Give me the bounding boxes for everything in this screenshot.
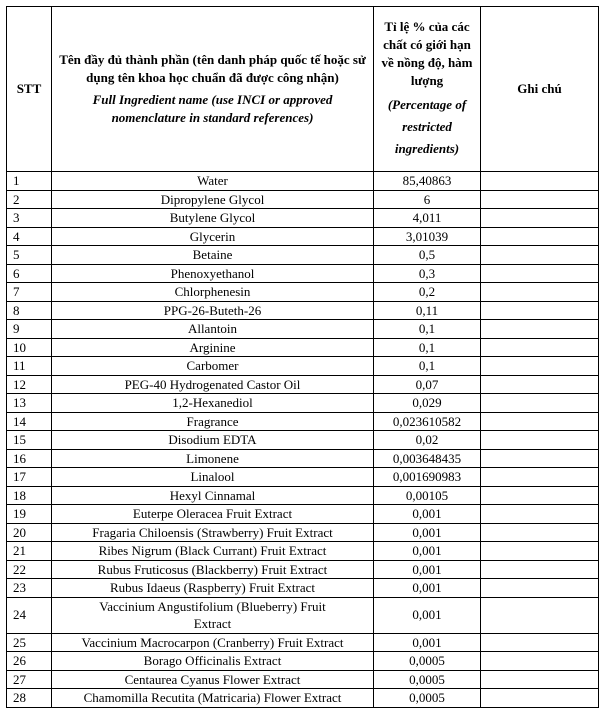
row-percentage: 0,029 [374, 394, 481, 413]
row-ingredient-name: Fragrance [52, 412, 374, 431]
row-stt: 15 [7, 431, 52, 450]
table-row [7, 246, 599, 265]
row-ingredient-name: Arginine [52, 338, 374, 357]
row-percentage: 0,023610582 [374, 412, 481, 431]
row-stt: 12 [7, 375, 52, 394]
table-row [7, 301, 599, 320]
row-note [481, 468, 599, 487]
row-percentage: 0,07 [374, 375, 481, 394]
row-stt: 2 [7, 190, 52, 209]
table-row [7, 394, 599, 413]
row-note [481, 209, 599, 228]
row-percentage: 3,01039 [374, 227, 481, 246]
row-note [481, 560, 599, 579]
row-ingredient-name: Dipropylene Glycol [52, 190, 374, 209]
row-ingredient-name: Ribes Nigrum (Black Currant) Fruit Extract [52, 542, 374, 561]
header-row [7, 7, 599, 172]
row-percentage: 4,011 [374, 209, 481, 228]
row-percentage: 0,001 [374, 560, 481, 579]
row-ingredient-name: Water [52, 172, 374, 191]
header-note: Ghi chú [481, 7, 599, 172]
row-note [481, 449, 599, 468]
table-row [7, 505, 599, 524]
header-name [52, 7, 374, 172]
row-stt: 16 [7, 449, 52, 468]
table-row [7, 542, 599, 561]
table-row [7, 689, 599, 708]
row-note [481, 689, 599, 708]
row-percentage: 0,1 [374, 338, 481, 357]
table-row [7, 357, 599, 376]
row-percentage: 0,001690983 [374, 468, 481, 487]
table-row [7, 283, 599, 302]
table-row [7, 670, 599, 689]
table-row [7, 468, 599, 487]
row-stt: 17 [7, 468, 52, 487]
table-row [7, 227, 599, 246]
row-percentage: 0,1 [374, 357, 481, 376]
row-stt: 10 [7, 338, 52, 357]
row-stt: 23 [7, 579, 52, 598]
row-note [481, 357, 599, 376]
row-percentage: 0,001 [374, 579, 481, 598]
row-note [481, 301, 599, 320]
header-percentage [374, 7, 481, 172]
row-ingredient-name: Hexyl Cinnamal [52, 486, 374, 505]
row-note [481, 246, 599, 265]
row-stt: 24 [7, 597, 52, 633]
table-row [7, 320, 599, 339]
row-ingredient-name: Euterpe Oleracea Fruit Extract [52, 505, 374, 524]
row-note [481, 633, 599, 652]
row-ingredient-name: Rubus Idaeus (Raspberry) Fruit Extract [52, 579, 374, 598]
table-row [7, 431, 599, 450]
table-row [7, 190, 599, 209]
row-ingredient-name: Rubus Fruticosus (Blackberry) Fruit Extract [52, 560, 374, 579]
table-row [7, 209, 599, 228]
row-note [481, 486, 599, 505]
row-percentage: 0,0005 [374, 670, 481, 689]
row-percentage: 0,0005 [374, 652, 481, 671]
row-percentage: 0,02 [374, 431, 481, 450]
row-ingredient-name: Betaine [52, 246, 374, 265]
row-percentage: 0,001 [374, 597, 481, 633]
row-ingredient-name: 1,2-Hexanediol [52, 394, 374, 413]
row-percentage: 0,001 [374, 542, 481, 561]
row-percentage: 0,0005 [374, 689, 481, 708]
row-ingredient-name: Vaccinium Macrocarpon (Cranberry) Fruit Extract [52, 633, 374, 652]
table-row [7, 449, 599, 468]
row-note [481, 597, 599, 633]
row-note [481, 172, 599, 191]
row-percentage: 0,1 [374, 320, 481, 339]
row-stt: 11 [7, 357, 52, 376]
row-stt: 6 [7, 264, 52, 283]
row-stt: 28 [7, 689, 52, 708]
row-ingredient-name: Chamomilla Recutita (Matricaria) Flower Extract [52, 689, 374, 708]
row-ingredient-name: Chlorphenesin [52, 283, 374, 302]
row-percentage: 0,5 [374, 246, 481, 265]
ingredients-table [6, 6, 599, 708]
row-percentage: 85,40863 [374, 172, 481, 191]
table-row [7, 172, 599, 191]
row-note [481, 670, 599, 689]
row-stt: 7 [7, 283, 52, 302]
table-row [7, 652, 599, 671]
row-stt: 3 [7, 209, 52, 228]
row-note [481, 579, 599, 598]
table-row [7, 412, 599, 431]
row-stt: 1 [7, 172, 52, 191]
header-pct-vi: Tỉ lệ % của các chất có giới hạn về nồng độ, hàm lượng [381, 19, 473, 88]
table-row [7, 338, 599, 357]
row-ingredient-name: Butylene Glycol [52, 209, 374, 228]
row-note [481, 190, 599, 209]
row-note [481, 505, 599, 524]
row-note [481, 412, 599, 431]
row-stt: 21 [7, 542, 52, 561]
row-stt: 26 [7, 652, 52, 671]
row-note [481, 542, 599, 561]
row-percentage: 0,2 [374, 283, 481, 302]
row-ingredient-name: Carbomer [52, 357, 374, 376]
row-ingredient-name: Allantoin [52, 320, 374, 339]
row-ingredient-name: Limonene [52, 449, 374, 468]
table-row [7, 375, 599, 394]
row-ingredient-name: Glycerin [52, 227, 374, 246]
row-percentage: 0,001 [374, 523, 481, 542]
header-stt: STT [7, 7, 52, 172]
table-row [7, 579, 599, 598]
table-body [7, 172, 599, 708]
row-percentage: 0,001 [374, 505, 481, 524]
row-ingredient-name: PPG-26-Buteth-26 [52, 301, 374, 320]
row-stt: 20 [7, 523, 52, 542]
table-row [7, 633, 599, 652]
row-stt: 19 [7, 505, 52, 524]
row-note [481, 338, 599, 357]
table-row [7, 486, 599, 505]
row-note [481, 394, 599, 413]
row-ingredient-name: Linalool [52, 468, 374, 487]
table-row [7, 264, 599, 283]
row-stt: 8 [7, 301, 52, 320]
row-note [481, 523, 599, 542]
header-pct-en: (Percentage of restricted ingredients) [387, 97, 467, 156]
row-percentage: 0,003648435 [374, 449, 481, 468]
row-note [481, 320, 599, 339]
row-ingredient-name: Centaurea Cyanus Flower Extract [52, 670, 374, 689]
table-row [7, 597, 599, 633]
row-stt: 27 [7, 670, 52, 689]
header-name-en: Full Ingredient name (use INCI or approved nomenclature in standard references) [92, 92, 333, 125]
row-stt: 22 [7, 560, 52, 579]
row-stt: 14 [7, 412, 52, 431]
row-percentage: 0,3 [374, 264, 481, 283]
row-stt: 18 [7, 486, 52, 505]
table-row [7, 560, 599, 579]
row-stt: 5 [7, 246, 52, 265]
row-ingredient-name: Vaccinium Angustifolium (Blueberry) Fruit Extract [52, 597, 374, 633]
row-percentage: 6 [374, 190, 481, 209]
row-stt: 13 [7, 394, 52, 413]
row-ingredient-name: Fragaria Chiloensis (Strawberry) Fruit Extract [52, 523, 374, 542]
row-stt: 9 [7, 320, 52, 339]
row-ingredient-name: Disodium EDTA [52, 431, 374, 450]
table-row [7, 523, 599, 542]
row-note [481, 227, 599, 246]
row-ingredient-name: Phenoxyethanol [52, 264, 374, 283]
row-note [481, 375, 599, 394]
row-note [481, 264, 599, 283]
row-note [481, 283, 599, 302]
row-percentage: 0,001 [374, 633, 481, 652]
row-percentage: 0,00105 [374, 486, 481, 505]
row-stt: 4 [7, 227, 52, 246]
row-ingredient-name: Borago Officinalis Extract [52, 652, 374, 671]
row-stt: 25 [7, 633, 52, 652]
row-percentage: 0,11 [374, 301, 481, 320]
header-name-vi: Tên đầy đủ thành phần (tên danh pháp quốc tế hoặc sử dụng tên khoa học chuẩn đã được công nhận) [59, 52, 366, 85]
row-note [481, 431, 599, 450]
row-note [481, 652, 599, 671]
row-ingredient-name: PEG-40 Hydrogenated Castor Oil [52, 375, 374, 394]
